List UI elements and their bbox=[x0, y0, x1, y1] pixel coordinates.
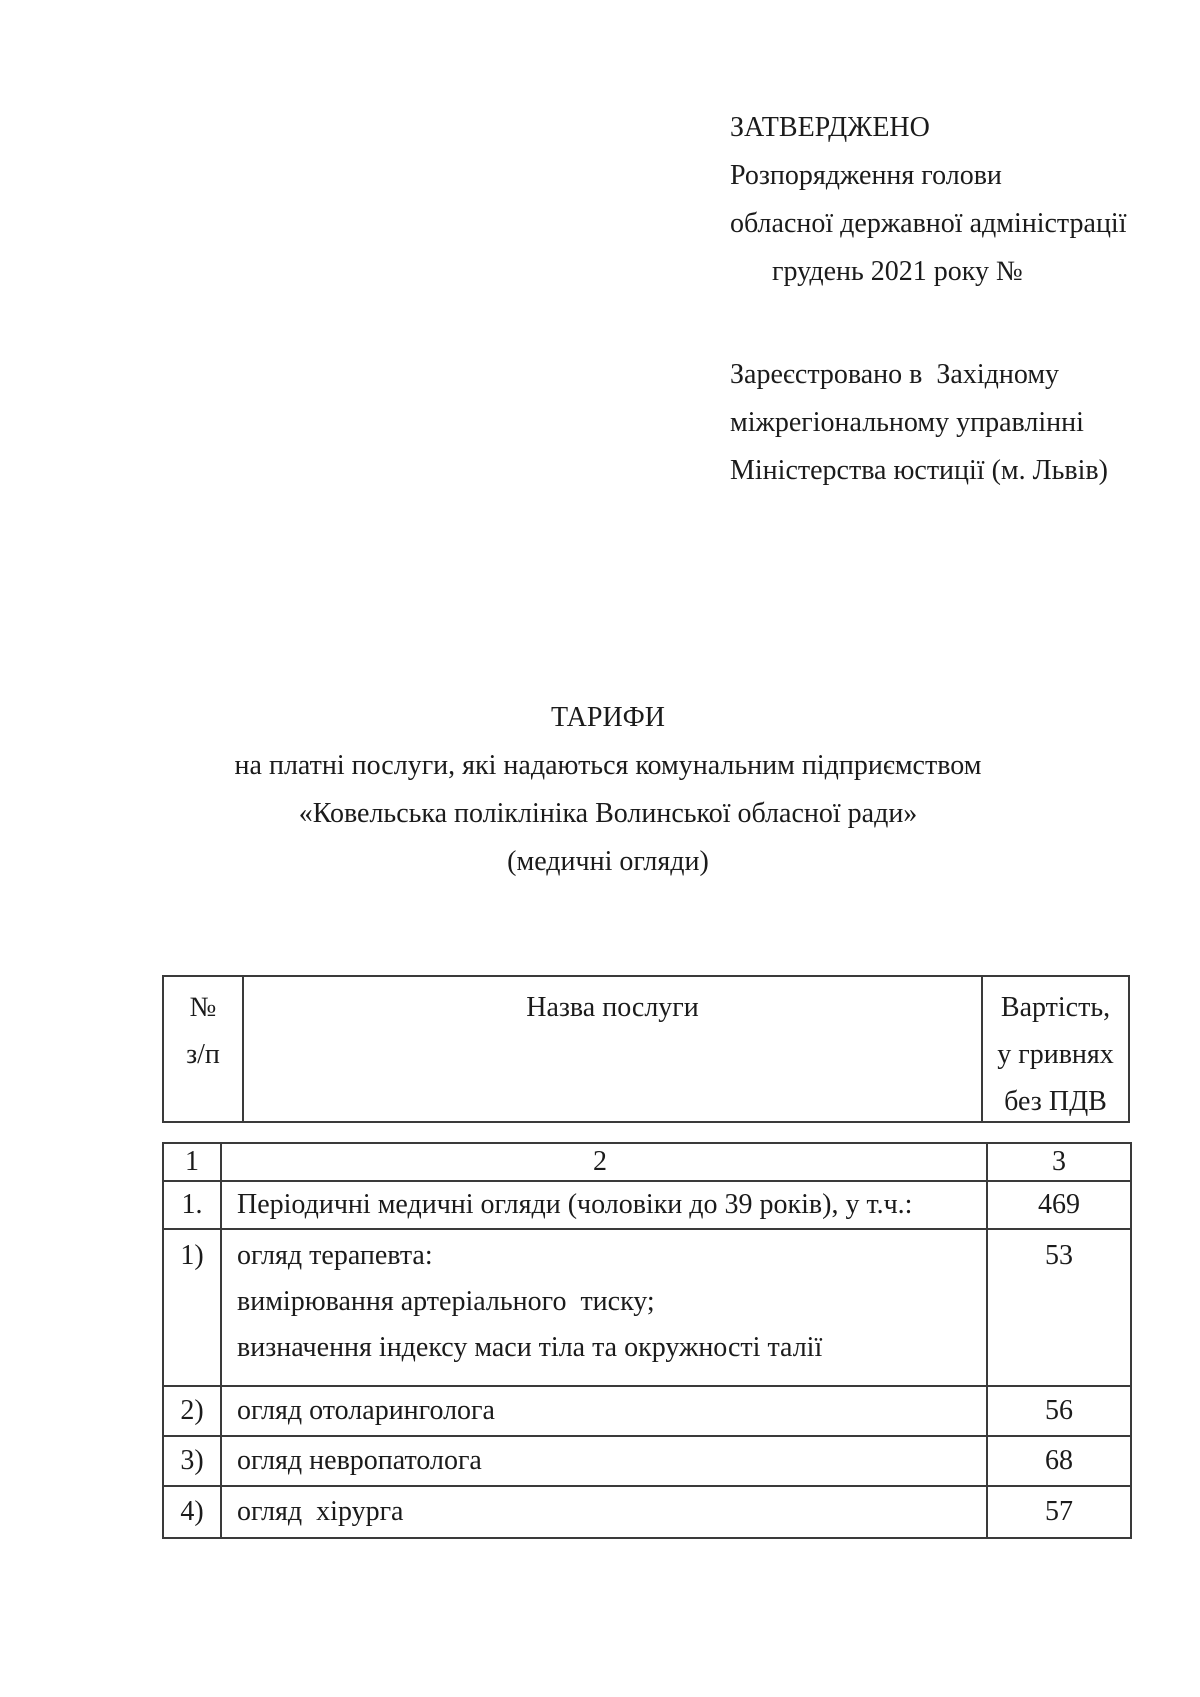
row-service-cell bbox=[222, 1182, 988, 1228]
column-index-value: 2 bbox=[593, 1146, 607, 1177]
table-row bbox=[164, 1487, 1130, 1537]
price-value: 56 bbox=[1045, 1395, 1073, 1426]
header-cell-number bbox=[164, 977, 244, 1121]
column-index-cell bbox=[222, 1144, 988, 1180]
title-subtitle: на платні послуги, які надаються комунальним підприємством bbox=[234, 750, 982, 781]
column-index-value: 1 bbox=[185, 1146, 199, 1177]
header-number-line: № bbox=[189, 992, 217, 1023]
service-name: вимірювання артеріального тиску; bbox=[237, 1286, 655, 1317]
table-row bbox=[164, 1182, 1130, 1230]
service-name: визначення індексу маси тіла та окружності талії bbox=[237, 1332, 823, 1363]
approval-stamp: ЗАТВЕРДЖЕНО bbox=[730, 112, 930, 143]
row-service-cell bbox=[222, 1487, 988, 1537]
service-name: огляд терапевта: bbox=[237, 1240, 433, 1271]
row-price-cell bbox=[988, 1437, 1130, 1485]
service-name: огляд невропатолога bbox=[237, 1445, 482, 1476]
header-price-line: Вартість, bbox=[1000, 992, 1111, 1023]
service-name: огляд хірурга bbox=[237, 1496, 404, 1527]
column-index-value: 3 bbox=[1052, 1146, 1066, 1177]
title-organization: «Ковельська поліклініка Волинської обласної ради» bbox=[298, 798, 918, 829]
row-number: 4) bbox=[180, 1496, 204, 1527]
title-note: (медичні огляди) bbox=[507, 846, 709, 877]
row-number: 2) bbox=[180, 1395, 204, 1426]
table-header bbox=[162, 975, 1130, 1123]
registration-line: міжрегіональному управлінні bbox=[730, 407, 1084, 438]
header-number-line: з/п bbox=[186, 1039, 220, 1070]
header-cell-price bbox=[983, 977, 1128, 1121]
tariff-table bbox=[162, 1142, 1132, 1539]
row-number-cell bbox=[164, 1230, 222, 1385]
column-index-cell bbox=[988, 1144, 1130, 1180]
approval-line: обласної державної адміністрації bbox=[730, 208, 1127, 239]
registration-line: Зареєстровано в Західному bbox=[730, 359, 1060, 390]
row-service-cell bbox=[222, 1437, 988, 1485]
row-service-cell bbox=[222, 1230, 988, 1385]
table-row bbox=[164, 1230, 1130, 1387]
row-number: 3) bbox=[180, 1445, 204, 1476]
header-service-label: Назва послуги bbox=[526, 992, 699, 1023]
row-price-cell bbox=[988, 1487, 1130, 1537]
price-value: 469 bbox=[1038, 1189, 1080, 1220]
row-number-cell bbox=[164, 1437, 222, 1485]
service-name: Періодичні медичні огляди (чоловіки до 39 років), у т.ч.: bbox=[237, 1189, 913, 1220]
price-value: 53 bbox=[1045, 1240, 1073, 1271]
title-block bbox=[8, 694, 1200, 886]
column-index-row bbox=[164, 1144, 1130, 1182]
row-number-cell bbox=[164, 1387, 222, 1435]
approval-line: Розпорядження голови bbox=[730, 160, 1002, 191]
table-row bbox=[164, 1387, 1130, 1437]
row-number: 1. bbox=[181, 1189, 203, 1220]
row-number: 1) bbox=[180, 1240, 204, 1271]
document-title: ТАРИФИ bbox=[550, 702, 666, 733]
row-price-cell bbox=[988, 1387, 1130, 1435]
registration-block bbox=[730, 351, 1108, 495]
approval-date-line: грудень 2021 року № bbox=[772, 256, 1023, 287]
row-price-cell bbox=[988, 1230, 1130, 1385]
column-index-cell bbox=[164, 1144, 222, 1180]
approval-block bbox=[730, 104, 1126, 296]
price-value: 68 bbox=[1045, 1445, 1073, 1476]
registration-line: Міністерства юстиції (м. Львів) bbox=[730, 455, 1108, 486]
table-row bbox=[164, 1437, 1130, 1487]
row-price-cell bbox=[988, 1182, 1130, 1228]
price-value: 57 bbox=[1045, 1496, 1073, 1527]
header-price-line: без ПДВ bbox=[1004, 1086, 1107, 1117]
header-price-line: у гривнях bbox=[997, 1039, 1114, 1070]
header-cell-service bbox=[244, 977, 983, 1121]
row-service-cell bbox=[222, 1387, 988, 1435]
row-number-cell bbox=[164, 1487, 222, 1537]
service-name: огляд отоларинголога bbox=[237, 1395, 495, 1426]
row-number-cell bbox=[164, 1182, 222, 1228]
